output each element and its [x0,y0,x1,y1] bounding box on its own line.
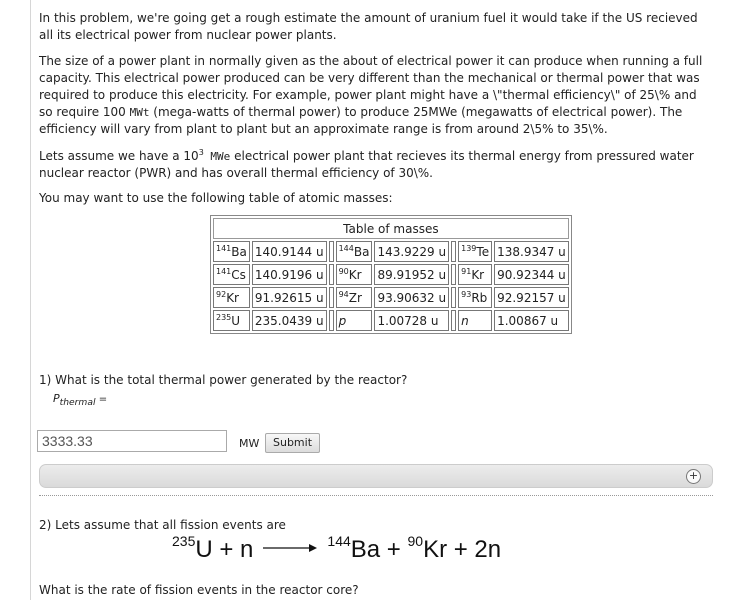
kr-mass: 90 [407,533,424,549]
element-symbol: Zr [348,290,362,305]
unit-label: MW [239,437,260,450]
mass-number: 141 [216,266,232,276]
column-gap [329,264,334,285]
table-row [213,241,569,262]
mass-value-cell: 143.9229 u [374,241,449,262]
mass-value-cell: 235.0439 u [252,310,327,331]
element-symbol: Ba [353,244,370,259]
element-symbol: n [461,313,469,328]
isotope-symbol-cell [458,310,492,331]
element-symbol: p [338,313,347,328]
mass-value-cell: 138.9347 u [494,241,569,262]
element-symbol: Kr [471,267,485,282]
mass-value-cell: 140.9144 u [252,241,327,262]
p3-text-a: Lets assume we have a 10 [39,149,199,163]
element-symbol: Te [476,244,490,259]
p2-mwt: MWt [129,106,150,119]
p3-mwe: MWe [203,150,231,163]
hint-bar[interactable] [39,464,713,488]
isotope-symbol-cell [213,287,250,308]
answer-input[interactable] [37,430,227,452]
element-symbol: Kr [348,267,362,282]
intro-paragraph-4: You may want to use the following table of atomic masses: [39,191,393,205]
p3-exponent: 3 [198,148,204,157]
mass-value-cell: 1.00867 u [494,310,569,331]
isotope-symbol-cell [213,264,250,285]
column-gap [451,241,456,262]
p-thermal-label [53,392,107,408]
mass-number: 94 [338,289,349,299]
plus-circle-icon[interactable]: + [686,469,701,484]
kr-symbol: Kr [423,536,448,563]
isotope-symbol-cell [458,264,492,285]
mass-value-cell: 93.90632 u [374,287,449,308]
column-gap [451,287,456,308]
element-symbol: Cs [231,267,246,282]
column-gap [451,264,456,285]
element-symbol: Rb [471,290,488,305]
table-row [213,264,569,285]
u-symbol: U [195,536,213,563]
mass-number: 141 [216,243,232,253]
mass-number: 90 [338,266,349,276]
column-gap [329,310,334,331]
isotope-symbol-cell [336,287,373,308]
mass-number: 235 [216,312,232,322]
mass-value-cell: 89.91952 u [374,264,449,285]
mass-number: 92 [216,289,227,299]
p2-text-a: The size of a power plant in normally given as the about of electrical power it can produce when running a full capacity. This electrical power produced can be very different than the mechanical or thermal power that was required to produce this electricity. For example, power plant might have a \"thermal efficiency\" of 25\% and so require 100 [39,54,703,119]
intro-paragraph-1: In this problem, we're going get a rough estimate the amount of uranium fuel it would take if the US recieved all its electrical power from nuclear power plants. [39,11,698,42]
mass-value-cell: 92.92157 u [494,287,569,308]
element-symbol: Kr [226,290,239,305]
submit-button[interactable]: Submit [265,433,320,453]
intro-paragraph-3 [39,148,714,182]
mass-number: 93 [461,289,472,299]
element-symbol: U [231,313,241,328]
table-row [213,310,569,331]
intro-paragraph-2 [39,53,714,138]
mass-number: 139 [461,243,477,253]
ba-symbol: Ba [350,536,381,563]
mass-value-cell: 90.92344 u [494,264,569,285]
u-mass: 235 [172,533,196,549]
question-3: What is the rate of fission events in the reactor core? [39,583,359,597]
masses-table [210,215,572,334]
p-thermal-var: P [53,392,60,405]
isotope-symbol-cell [458,287,492,308]
mass-number: 91 [461,266,472,276]
plus-sign: + [380,536,408,563]
column-gap [329,241,334,262]
plus-neutron: + n [212,536,254,563]
element-symbol: Ba [231,244,247,259]
p3-text-b: electrical power plant that recieves its thermal energy from pressured water nuclear reactor (PWR) and has overall thermal efficiency of 30\%. [39,149,694,180]
isotope-symbol-cell [336,264,373,285]
column-gap [329,287,334,308]
p2-text-b: (mega-watts of thermal power) to produce 25MWe (megawatts of electrical power). The efficiency will vary from plant to plant but an approximate range is from around 2\5% to 35\%. [39,105,683,136]
dotted-divider [39,495,713,496]
isotope-symbol-cell [458,241,492,262]
p-thermal-sub: thermal [59,397,96,409]
reaction-arrow-icon [263,542,317,554]
mass-value-cell: 140.9196 u [252,264,327,285]
column-gap [451,310,456,331]
table-row [213,287,569,308]
isotope-symbol-cell [213,241,250,262]
mass-value-cell: 91.92615 u [252,287,327,308]
ba-mass: 144 [327,533,351,549]
p-thermal-eq: = [95,394,108,405]
question-1: 1) What is the total thermal power generated by the reactor? [39,373,408,387]
mass-value-cell: 1.00728 u [374,310,449,331]
table-title: Table of masses [213,218,569,239]
isotope-symbol-cell [336,241,373,262]
isotope-symbol-cell [213,310,250,331]
plus-two-neutrons: + 2n [447,536,502,563]
question-2: 2) Lets assume that all fission events are [39,518,286,532]
fission-reaction [172,533,502,564]
isotope-symbol-cell [336,310,373,331]
mass-number: 144 [338,243,354,253]
